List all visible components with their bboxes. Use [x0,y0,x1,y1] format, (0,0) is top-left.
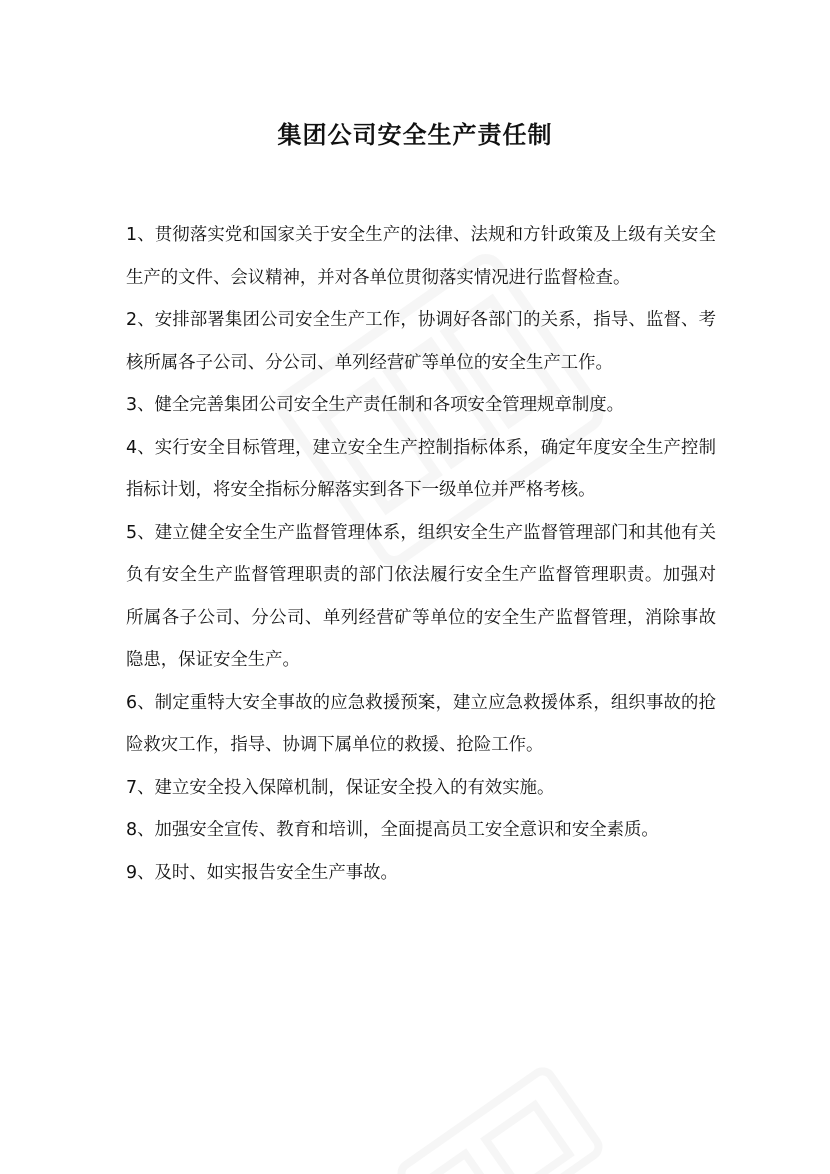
paragraph-1: 1、贯彻落实党和国家关于安全生产的法律、法规和方针政策及上级有关安全生产的文件、会议精神，并对各单位贯彻落实情况进行监督检查。 [126,225,716,288]
paragraph-6: 6、制定重特大安全事故的应急救援预案，建立应急救援体系，组织事故的抢险救灾工作，指导、协调下属单位的救援、抢险工作。 [126,692,716,755]
watermark-logo-bottom-icon [384,1053,617,1174]
paragraph-3: 3、健全完善集团公司安全生产责任制和各项安全管理规章制度。 [126,395,625,415]
paragraph-9: 9、及时、如实报告安全生产事故。 [126,862,398,883]
paragraph-8: 8、加强安全宣传、教育和培训，全面提高员工安全意识和安全素质。 [126,820,659,840]
document-title: 集团公司安全生产责任制 [277,121,553,149]
paragraph-2: 2、安排部署集团公司安全生产工作，协调好各部门的关系，指导、监督、考核所属各子公司、分公司、单列经营矿等单位的安全生产工作。 [126,310,716,373]
paragraph-4: 4、实行安全目标管理，建立安全生产控制指标体系，确定年度安全生产控制指标计划，将安全指标分解落实到各下一级单位并严格考核。 [126,437,716,500]
paragraph-5: 5、建立健全安全生产监督管理体系，组织安全生产监督管理部门和其他有关负有安全生产监督管理职责的部门依法履行安全生产监督管理职责。加强对所属各子公司、分公司、单列经营矿等单位的安全生产监督管理，消除事故隐患，保证安全生产。 [126,522,716,670]
paragraph-7: 7、建立安全投入保障机制，保证安全投入的有效实施。 [126,777,555,798]
document-body [126,214,716,894]
